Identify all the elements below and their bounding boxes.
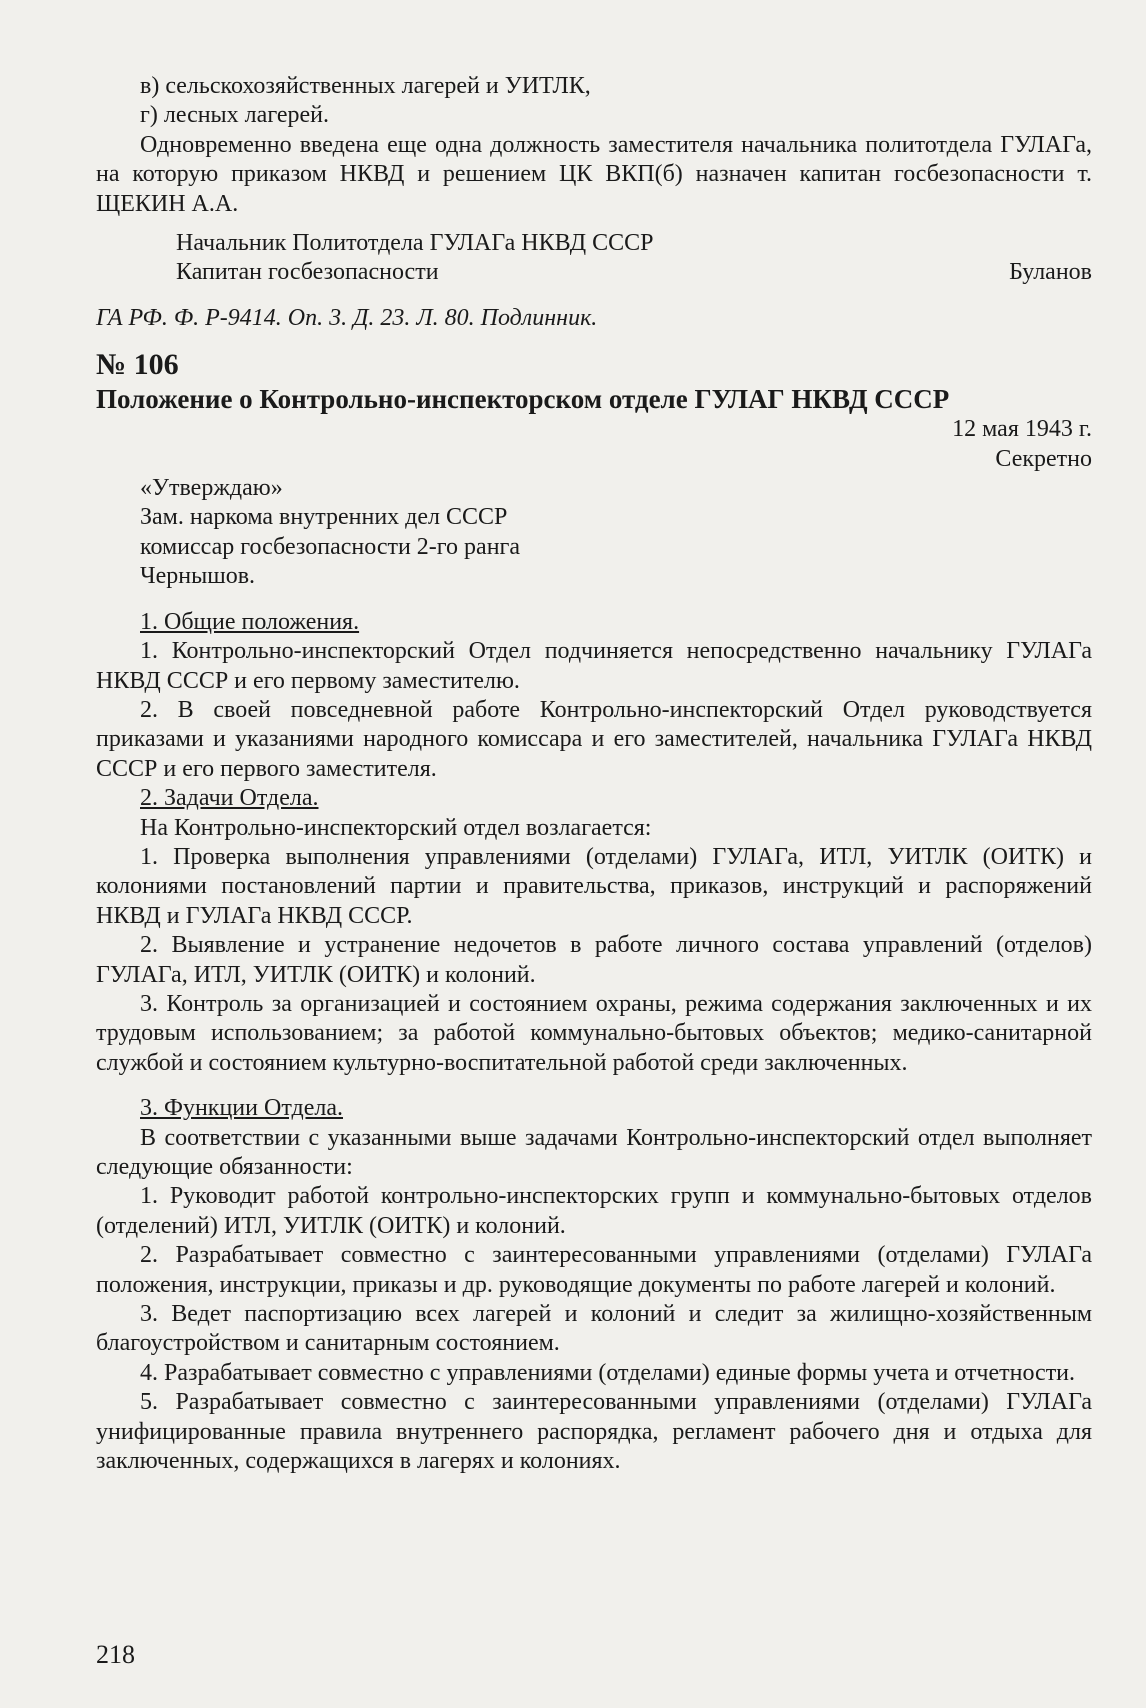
section-paragraph: 3. Ведет паспортизацию всех лагерей и колоний и следит за жилищно-хозяйственным благоустройством и санитарным состоянием. [96, 1301, 1092, 1357]
secrecy-mark: Секретно [995, 445, 1092, 472]
section-heading: 3. Функции Отдела. [140, 1095, 343, 1122]
text-line: в) сельскохозяйственных лагерей и УИТЛК, [140, 73, 591, 99]
section-paragraph: 2. Разрабатывает совместно с заинтересованными управлениями (отделами) ГУЛАГа положения, инструкции, приказы и др. руководящие документы по работе лагерей и колоний. [96, 1242, 1092, 1298]
document-date: 12 мая 1943 г. [952, 416, 1092, 443]
section-paragraph: 2. Выявление и устранение недочетов в работе личного состава управлений (отделов) ГУЛАГа, ИТЛ, УИТЛК (ОИТК) и колоний. [96, 932, 1092, 988]
section-paragraph: 1. Руководит работой контрольно-инспекторских групп и коммунально-бытовых отделов (отделений) ИТЛ, УИТЛК (ОИТК) и колоний. [96, 1183, 1092, 1239]
section-heading: 1. Общие положения. [140, 608, 360, 635]
approval-line: Чернышов. [140, 563, 256, 590]
section-paragraph: На Контрольно-инспекторский отдел возлагается: [140, 814, 652, 841]
section-paragraph: 5. Разрабатывает совместно с заинтересованными управлениями (отделами) ГУЛАГа унифицированные правила внутреннего распорядка, регламент рабочего дня и отдыха для заключенных, содержащихся в лагерях и колониях. [96, 1389, 1092, 1475]
text-line: г) лесных лагерей. [140, 102, 329, 129]
signature-title: Начальник Политотдела ГУЛАГа НКВД СССР [176, 230, 654, 257]
signature-rank: Капитан госбезопасности [176, 259, 439, 286]
document-text [96, 72, 1092, 1476]
approval-line: «Утверждаю» [140, 475, 283, 502]
signature-name: Буланов [1009, 259, 1092, 286]
document-title: Положение о Контрольно-инспекторском отделе ГУЛАГ НКВД СССР [96, 384, 950, 415]
archive-reference: ГА РФ. Ф. Р-9414. Оп. 3. Д. 23. Л. 80. Подлинник. [96, 304, 598, 331]
signature-row [96, 258, 1092, 287]
document-number: № 106 [96, 348, 179, 382]
approval-line: Зам. наркома внутренних дел СССР [140, 504, 508, 531]
section-paragraph: 1. Контрольно-инспекторский Отдел подчиняется непосредственно начальнику ГУЛАГа НКВД СССР и его первому заместителю. [96, 638, 1092, 694]
page-number: 218 [96, 1640, 135, 1669]
section-paragraph: 2. В своей повседневной работе Контрольно-инспекторский Отдел руководствуется приказами и указаниями народного комиссара и его заместителей, начальника ГУЛАГа НКВД СССР и его первого заместителя. [96, 696, 1092, 782]
section-paragraph: 1. Проверка выполнения управлениями (отделами) ГУЛАГа, ИТЛ, УИТЛК (ОИТК) и колониями постановлений партии и правительства, приказов, инструкций и распоряжений НКВД и ГУЛАГа НКВД СССР. [96, 843, 1092, 929]
section-heading: 2. Задачи Отдела. [140, 785, 319, 812]
section-paragraph: 3. Контроль за организацией и состоянием охраны, режима содержания заключенных и их трудовым использованием; за работой коммунально-бытовых объектов; медико-санитарной службой и состоянием культурно-воспитательной работой среди заключенных. [96, 990, 1092, 1076]
text-paragraph: Одновременно введена еще одна должность заместителя начальника политотдела ГУЛАГа, на которую приказом НКВД и решением ЦК ВКП(б) назначен капитан госбезопасности т. ЩЕКИН А.А. [96, 131, 1092, 217]
approval-line: комиссар госбезопасности 2-го ранга [140, 533, 521, 560]
section-paragraph: 4. Разрабатывает совместно с управлениями (отделами) единые формы учета и отчетности. [140, 1359, 1076, 1386]
section-paragraph: В соответствии с указанными выше задачами Контрольно-инспекторский отдел выполняет следующие обязанности: [96, 1124, 1092, 1180]
